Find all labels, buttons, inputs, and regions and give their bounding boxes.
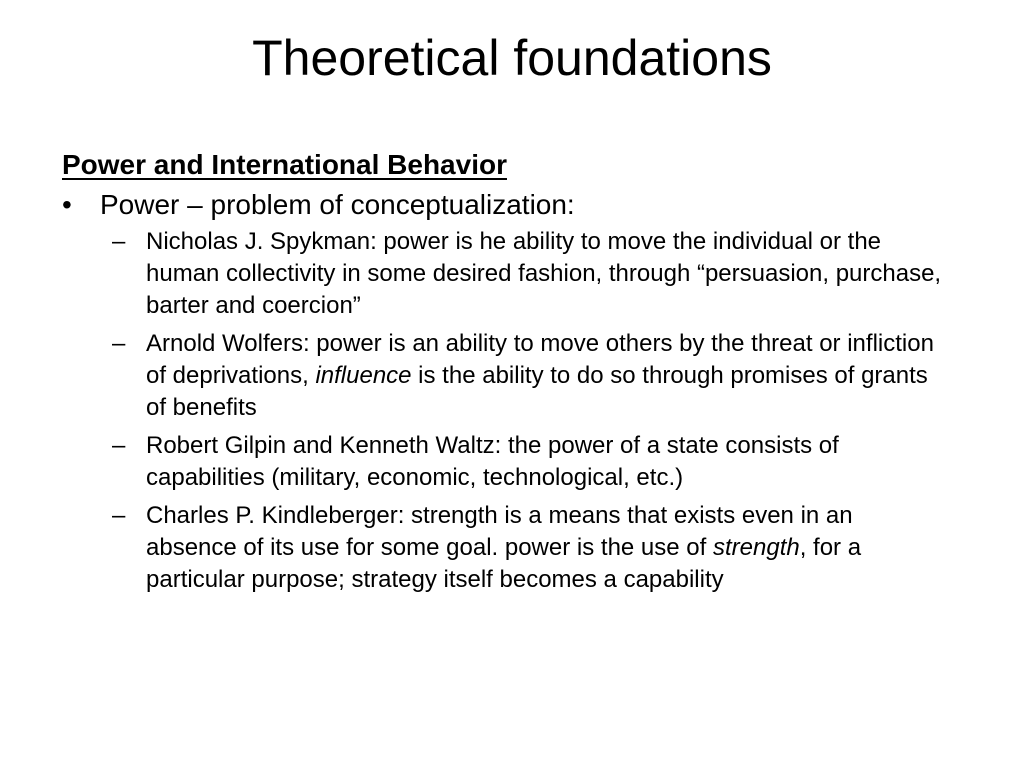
sub-item-text-end: is the ability to do so through promises of grants of benefits (146, 362, 928, 421)
sub-item-text-start: Arnold Wolfers: power is an ability to move others by the threat or infliction of deprivations, (146, 330, 934, 389)
slide-content (62, 148, 962, 602)
sub-item-wolfers (62, 328, 946, 424)
sub-item-text: Robert Gilpin and Kenneth Waltz: the power of a state consists of capabilities (military, economic, technological, etc.) (146, 432, 839, 491)
dash-marker: – (112, 228, 126, 255)
sub-item-text-end: , for a particular purpose; strategy itself becomes a capability (146, 534, 862, 593)
sub-item-kindleberger (62, 500, 946, 596)
bullet-marker: • (62, 189, 72, 220)
dash-marker: – (112, 432, 126, 459)
bullet-text: Power – problem of conceptualization: (100, 189, 575, 220)
sub-item-text-start: Charles P. Kindleberger: strength is a means that exists even in an absence of its use for some goal. power is the use of (146, 502, 853, 561)
dash-marker: – (112, 502, 126, 529)
section-heading: Power and International Behavior (62, 149, 507, 180)
slide-title: Theoretical foundations (252, 30, 772, 86)
sub-item-gilpin-waltz (62, 430, 946, 494)
dash-marker: – (112, 330, 126, 357)
sub-item-spykman (62, 226, 946, 322)
bullet-item (62, 188, 962, 222)
sub-item-emphasis: influence (315, 362, 412, 389)
sub-item-text: Nicholas J. Spykman: power is he ability to move the individual or the human collectivity in some desired fashion, through “persuasion, purchase, barter and coercion” (146, 228, 942, 319)
sub-list (62, 226, 962, 596)
sub-item-emphasis: strength (712, 534, 800, 561)
